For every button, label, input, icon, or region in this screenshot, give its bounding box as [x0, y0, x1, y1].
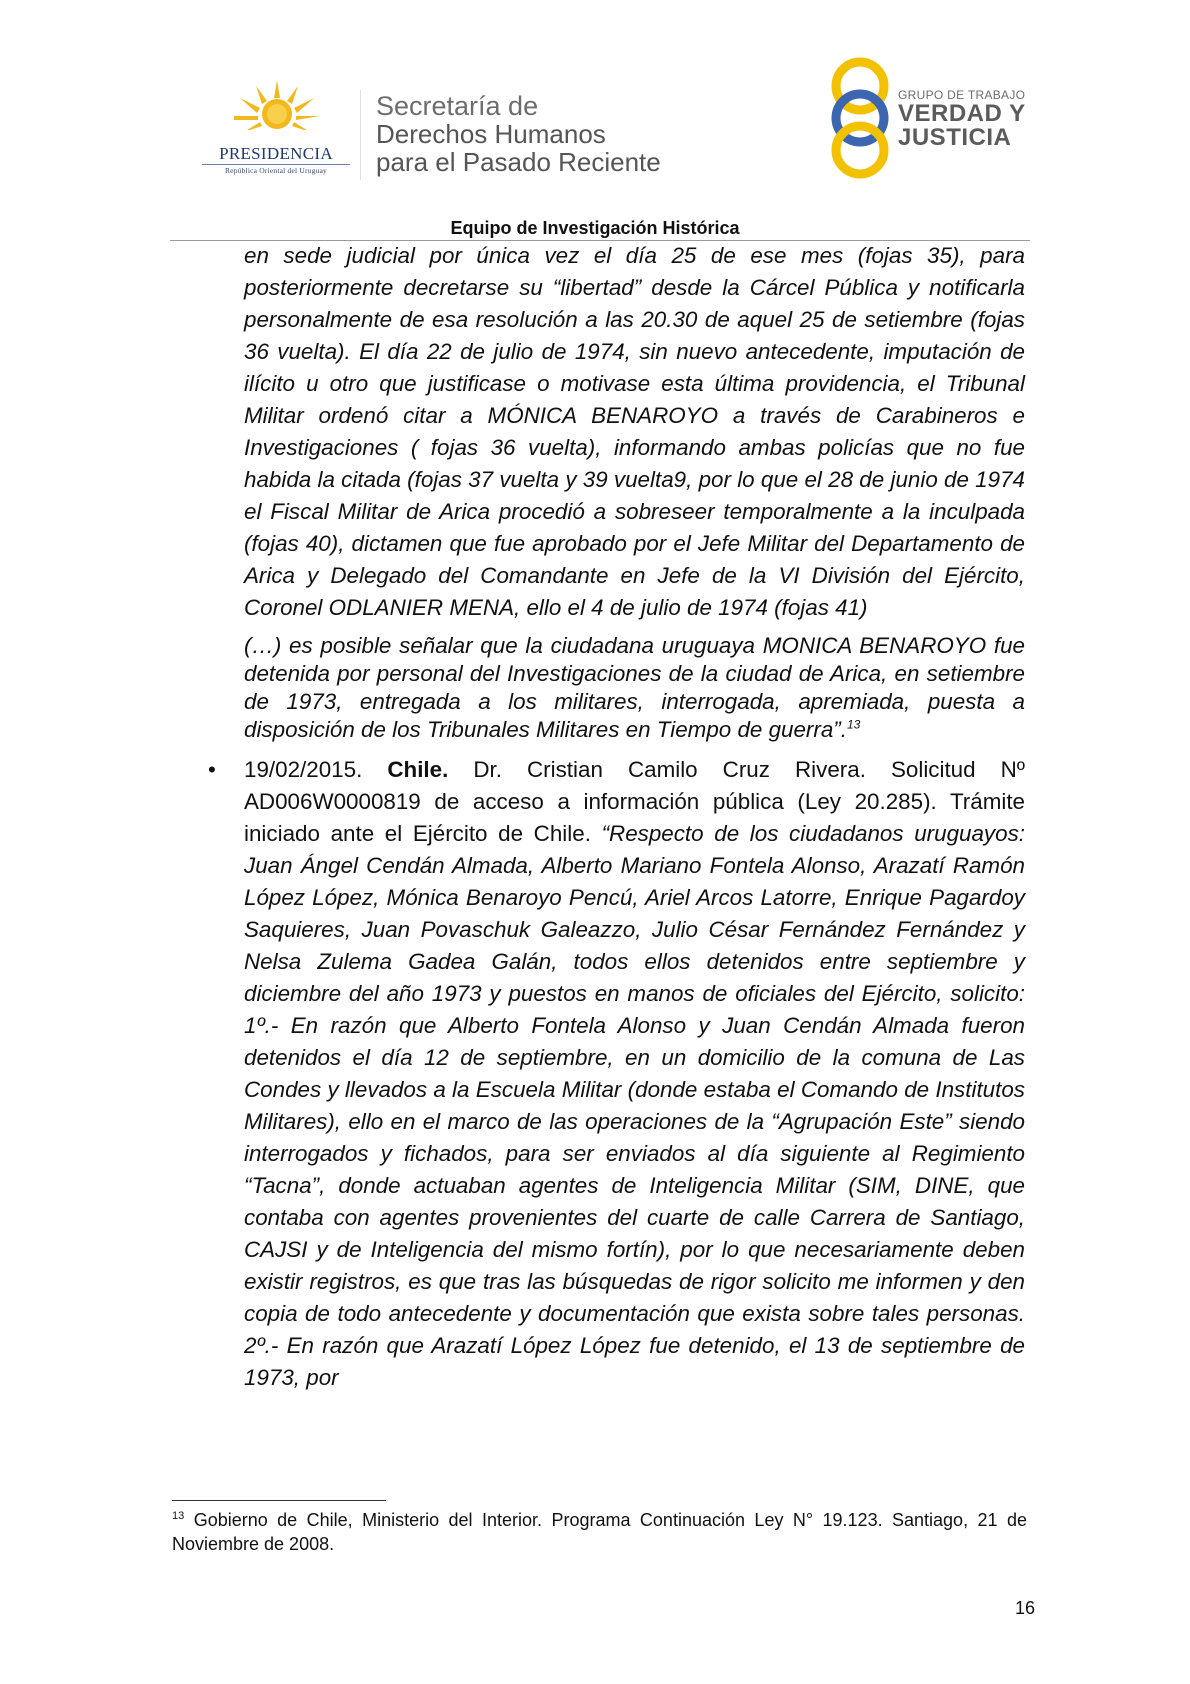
- block-quote-text: (…) es posible señalar que la ciudadana uruguaya MONICA BENAROYO fue detenida por personal del Investigaciones de la ciudad de Arica, en setiembre de 1973, entregada a los militares, interrogada, apremiada, puesta a disposición de los Tribunales Militares en Tiempo de guerra”.: [244, 633, 1025, 742]
- block-quote: [244, 632, 1025, 744]
- page-number: 16: [1014, 1598, 1036, 1618]
- sun-emblem-icon: [234, 80, 320, 140]
- footnote-rule: [172, 1500, 386, 1501]
- presidencia-logo: [196, 80, 356, 180]
- grupo-trabajo-label: GRUPO DE TRABAJO: [898, 88, 1026, 102]
- document-body: [208, 240, 1025, 1394]
- secretaria-line-3: para el Pasado Reciente: [376, 147, 661, 177]
- secretaria-line-2: Derechos Humanos: [376, 119, 606, 149]
- team-heading: Equipo de Investigación Histórica: [450, 218, 740, 238]
- bullet-text: Dr. Cristian Camilo Cruz Rivera. Solicitud Nº AD006W0000819 de acceso a información pública (Ley 20.285). Trámite iniciado ante el Ejército de Chile.: [244, 757, 1025, 846]
- page-header: [0, 0, 1190, 240]
- presidencia-divider: [202, 164, 350, 165]
- grupo-trabajo-line-2: JUSTICIA: [898, 124, 1012, 151]
- bullet-marker: •: [208, 757, 216, 782]
- footnote-text: Gobierno de Chile, Ministerio del Interior. Programa Continuación Ley N° 19.123. Santiago, 21 de Noviembre de 2008.: [172, 1510, 1027, 1554]
- presidencia-subtitle: República Oriental del Uruguay: [224, 166, 327, 175]
- footnote: [172, 1508, 1027, 1556]
- bullet-item: [208, 754, 1025, 1394]
- body-paragraph: en sede judicial por única vez el día 25 de ese mes (fojas 35), para posteriormente decretarse su “libertad” desde la Cárcel Pública y notificarla personalmente de esa resolución a las 20.30 de aquel 25 de setiembre (fojas 36 vuelta). El día 22 de julio de 1974, sin nuevo antecedente, imputación de ilícito u otro que justificase o motivase esta última providencia, el Tribunal Militar ordenó citar a MÓNICA BENAROYO a través de Carabineros e Investigaciones ( fojas 36 vuelta), informando ambas policías que no fue habida la citada (fojas 37 vuelta y 39 vuelta9, por lo que el 28 de junio de 1974 el Fiscal Militar de Arica procedió a sobreseer temporalmente a la inculpada (fojas 40), dictamen que fue aprobado por el Jefe Militar del Departamento de Arica y Delegado del Comandante en Jefe de la VI División del Ejército, Coronel ODLANIER MENA, ello el 4 de julio de 1974 (fojas 41): [244, 243, 1025, 620]
- header-separator: [360, 90, 361, 180]
- secretaria-title: [376, 92, 661, 176]
- footnote-number: 13: [172, 1510, 185, 1522]
- bullet-country: Chile.: [387, 757, 449, 782]
- bullet-quote: “Respecto de los ciudadanos uruguayos: Juan Ángel Cendán Almada, Alberto Mariano Fontela Alonso, Arazatí Ramón López López, Mónica Benaroyo Pencú, Ariel Arcos Latorre, Enrique Pagardoy Saquieres, Juan Povaschuk Galeazzo, Julio César Fernández Fernández y Nelsa Zulema Gadea Galán, todos ellos detenidos entre septiembre y diciembre del año 1973 y puestos en manos de oficiales del Ejército, solicito: 1º.- En razón que Alberto Fontela Alonso y Juan Cendán Almada fueron detenidos el día 12 de septiembre, en un domicilio de la comuna de Las Condes y llevados a la Escuela Militar (donde estaba el Comando de Institutos Militares), ello en el marco de las operaciones de la “Agrupación Este” siendo interrogados y fichados, para ser enviados al día siguiente al Regimiento “Tacna”, donde actuaban agentes de Inteligencia Militar (SIM, DINE, que contaba con agentes provenientes del cuarte de calle Carrera de Santiago, CAJSI y de Inteligencia del mismo fortín), por lo que necesariamente deben existir registros, es que tras las búsquedas de rigor solicito me informen y den copia de todo antecedente y documentación que exista sobre tales personas. 2º.- En razón que Arazatí López López fue detenido, el 13 de septiembre de 1973, por: [244, 821, 1025, 1390]
- grupo-trabajo-line-1: VERDAD Y: [898, 100, 1026, 127]
- footnote-reference: 13: [846, 717, 861, 732]
- secretaria-line-1: Secretaría de: [376, 91, 539, 121]
- bullet-date: 19/02/2015.: [244, 757, 363, 782]
- grupo-trabajo-title: [898, 88, 1026, 150]
- presidencia-name: PRESIDENCIA: [219, 144, 333, 163]
